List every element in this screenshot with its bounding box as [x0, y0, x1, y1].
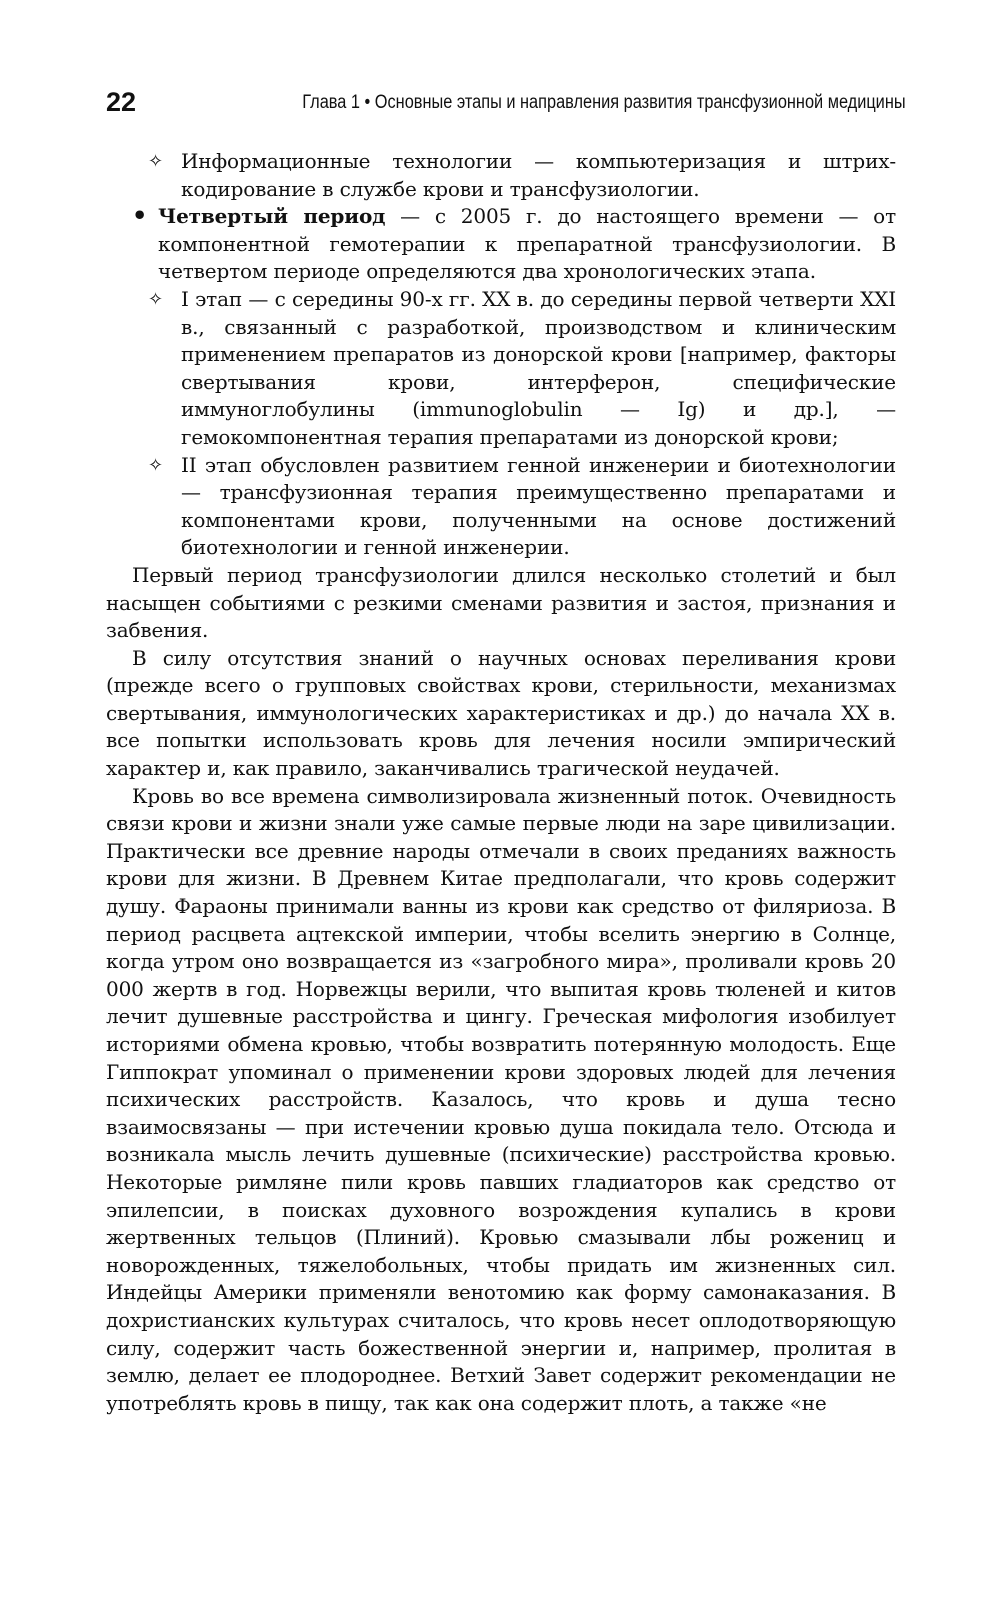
page-number: 22 — [106, 87, 137, 117]
diamond-bullet-icon: ✧ — [148, 288, 163, 310]
page-header — [106, 84, 906, 124]
list-item-text: I этап — с середины 90-х гг. XX в. до середины первой четверти XXI в., связанный с разработкой, производством и клиническим применением препаратов из донорской крови [например, факторы свертывания крови, интерферон, специфические иммуноглобулины (immunoglobulin — Ig) и др.], — гемокомпонентная терапия препаратами из донорской крови; — [181, 286, 896, 449]
list-item — [106, 203, 896, 286]
list-item — [106, 148, 896, 203]
list-item-text: Информационные технологии — компьютеризация и штрих-кодирование в службе крови и трансфузиологии. — [181, 149, 896, 201]
list-item — [106, 286, 896, 452]
list-item-text: — с 2005 г. до настоящего времени — от компонентной гемотерапии к препаратной трансфузиологии. В четвертом периоде определяются два хронологических этапа. — [158, 204, 896, 284]
list-item-text: II этап обусловлен развитием генной инженерии и биотехнологии — трансфузионная терапия преимущественно препаратами и компонентами крови, полученными на основе достижений биотехнологии и генной инженерии. — [181, 452, 896, 560]
page-body — [106, 148, 896, 1417]
list-item — [106, 452, 896, 562]
bullet-icon: • — [132, 201, 148, 231]
diamond-bullet-icon: ✧ — [148, 151, 163, 172]
paragraph: Первый период трансфузиологии длился несколько столетий и был насыщен событиями с резкими сменами развития и застоя, признания и забвения. — [106, 562, 896, 643]
paragraph: Кровь во все времена символизировала жизненный поток. Очевидность связи крови и жизни знали уже самые первые люди на заре цивилизации. Практически все древние народы отмечали в своих преданиях важность крови для жизни. В Древнем Китае предполагали, что кровь содержит душу. Фараоны принимали ванны из крови как средство от филяриоза. В период расцвета ацтекской империи, чтобы вселить энергию в Солнце, когда утром оно возвращается из «загробного мира», проливали кровь 20 000 жертв в год. Норвежцы верили, что выпитая кровь тюленей и китов лечит душевные расстройства и цингу. Греческая мифология изобилует историями обмена кровью, чтобы возвратить потерянную молодость. Еще Гиппократ упоминал о применении крови здоровых людей для лечения психических расстройств. Казалось, что кровь и душа тесно взаимосвязаны — при истечении кровью душа покидала тело. Отсюда и возникала мысль лечить душевные (психические) расстройства кровью. Некоторые римляне пили кровь павших гладиаторов как средство от эпилепсии, в поисках духовного возрождения купались в крови жертвенных тельцов (Плиний). Кровью смазывали лбы рожениц и новорожденных, тяжелобольных, чтобы придать им жизненных сил. Индейцы Америки применяли венотомию как форму самонаказания. В дохристианских культурах считалось, что кровь несет оплодотворяющую силу, содержит часть божественной энергии и, например, пролитая в землю, делает ее плодороднее. Ветхий Завет содержит рекомендации не употреблять кровь в пищу, так как она содержит плоть, а также «не — [106, 783, 896, 1415]
diamond-bullet-icon: ✧ — [148, 454, 163, 476]
running-head: Глава 1 • Основные этапы и направления развития трансфузионной медицины — [302, 92, 906, 113]
period-heading: Четвертый период — [158, 204, 386, 229]
paragraph: В силу отсутствия знаний о научных основах переливания крови (прежде всего о групповых свойствах крови, стерильности, механизмах свертывания, иммунологических характеристиках и др.) до начала XX в. все попытки использовать кровь для лечения носили эмпирический характер и, как правило, заканчивались трагической неудачей. — [106, 645, 896, 781]
